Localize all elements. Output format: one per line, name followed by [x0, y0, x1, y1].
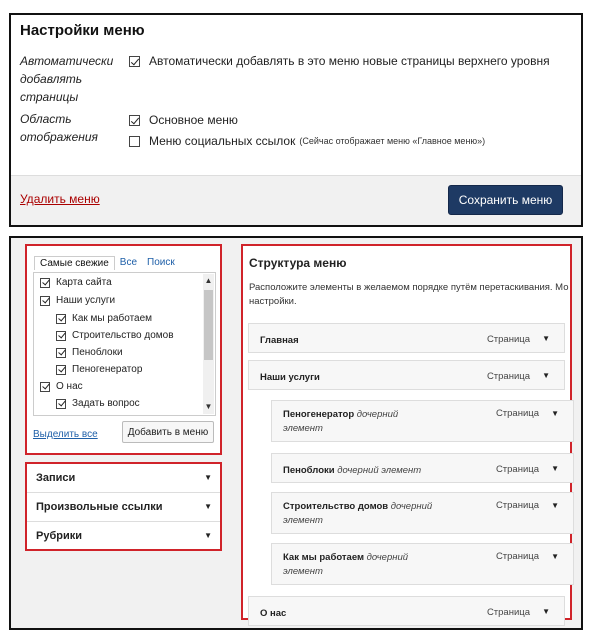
tab-all[interactable]: Все [119, 257, 138, 268]
triangle-down-icon[interactable]: ▼ [542, 334, 550, 343]
list-item[interactable] [56, 398, 140, 409]
select-all-link[interactable]: Выделить все [33, 429, 98, 440]
auto-add-option-label: Автоматически добавлять в это меню новые страницы верхнего уровня [149, 54, 550, 68]
menu-item-title: Пеноблоки дочерний элемент [283, 465, 422, 476]
auto-add-option[interactable] [129, 54, 550, 68]
page-label: Строительство домов [72, 330, 174, 341]
menu-item-stroitelstvo-domov[interactable] [271, 492, 574, 534]
menu-item-type: Страница [495, 500, 539, 511]
display-option-primary[interactable] [129, 113, 238, 127]
list-item[interactable] [40, 277, 112, 288]
page-label: Пеногенератор [72, 364, 143, 375]
page-label: Задать вопрос [72, 398, 140, 409]
list-item[interactable] [56, 364, 142, 375]
menu-item-type: Страница [495, 551, 539, 562]
triangle-down-icon[interactable]: ▼ [551, 501, 559, 510]
page-checkbox[interactable] [56, 314, 66, 324]
menu-settings-panel [9, 13, 583, 227]
triangle-down-icon[interactable]: ▼ [204, 473, 212, 482]
menu-item-penobloki[interactable] [271, 453, 574, 483]
save-menu-button[interactable]: Сохранить меню [448, 185, 563, 215]
settings-title: Настройки меню [20, 22, 145, 39]
social-menu-label: Меню социальных ссылок [149, 134, 296, 148]
menu-item-type: Страница [495, 464, 539, 475]
triangle-down-icon[interactable]: ▼ [204, 531, 212, 540]
tab-search[interactable]: Поиск [147, 257, 175, 268]
menu-structure-title: Структура меню [249, 256, 347, 270]
scroll-down-arrow-icon[interactable]: ▼ [204, 402, 213, 411]
list-item[interactable] [40, 295, 115, 306]
menu-item-kak-my-rabotaem[interactable] [271, 543, 574, 585]
accordion-label: Записи [36, 472, 76, 484]
page-checkbox[interactable] [56, 348, 66, 358]
social-menu-checkbox[interactable] [129, 136, 140, 147]
page-label: Как мы работаем [72, 313, 153, 324]
triangle-down-icon[interactable]: ▼ [551, 409, 559, 418]
tab-most-recent[interactable]: Самые свежие [34, 256, 115, 270]
display-location-label: Область отображения [20, 112, 98, 144]
menu-item-title: Строительство домов дочерний элемент [283, 501, 433, 526]
page-label: Пеноблоки [72, 347, 123, 358]
menu-item-type: Страница [486, 607, 530, 618]
menu-item-type: Страница [486, 334, 530, 345]
delete-menu-link[interactable]: Удалить меню [20, 192, 100, 206]
triangle-down-icon[interactable]: ▼ [551, 464, 559, 473]
menu-item-subtitle: дочерний элемент [283, 501, 433, 526]
list-item[interactable] [56, 347, 123, 358]
menu-item-penogenerator[interactable] [271, 400, 574, 442]
menu-item-type: Страница [486, 371, 530, 382]
page-checkbox[interactable] [56, 331, 66, 341]
pages-scrollbar[interactable] [203, 274, 214, 414]
settings-footer [11, 175, 581, 225]
pages-tabs [34, 256, 180, 270]
menu-item-o-nas[interactable] [248, 596, 565, 626]
menu-structure-box [241, 244, 572, 620]
menu-item-type: Страница [495, 408, 539, 419]
page-checkbox[interactable] [40, 296, 50, 306]
list-item[interactable] [56, 313, 152, 324]
triangle-down-icon[interactable]: ▼ [542, 371, 550, 380]
list-item[interactable] [56, 330, 174, 341]
pages-checklist[interactable] [33, 272, 216, 416]
menu-structure-description: Расположите элементы в желаемом порядке путём перетаскивания. Мо настройки. [249, 282, 569, 307]
menu-item-title: Пеногенератор дочерний элемент [283, 409, 399, 434]
triangle-down-icon[interactable]: ▼ [542, 607, 550, 616]
scroll-thumb[interactable] [204, 290, 213, 360]
accordion-categories[interactable] [27, 522, 220, 551]
page-checkbox[interactable] [40, 278, 50, 288]
primary-menu-label: Основное меню [149, 113, 238, 127]
triangle-down-icon[interactable]: ▼ [204, 502, 212, 511]
page-checkbox[interactable] [40, 382, 50, 392]
item-sources-accordion [25, 462, 222, 551]
menu-item-subtitle: дочерний элемент [337, 465, 422, 476]
page-checkbox[interactable] [56, 399, 66, 409]
accordion-label: Произвольные ссылки [36, 501, 163, 513]
social-menu-note: (Сейчас отображает меню «Главное меню») [299, 136, 486, 146]
menu-item-title: Как мы работаем дочерний элемент [283, 552, 409, 577]
page-label: Наши услуги [56, 295, 116, 306]
auto-add-checkbox[interactable] [129, 56, 140, 67]
list-item[interactable] [40, 381, 83, 392]
accordion-label: Рубрики [36, 530, 82, 542]
menu-item-nashi-uslugi[interactable] [248, 360, 565, 390]
scroll-up-arrow-icon[interactable]: ▲ [204, 276, 213, 285]
menu-item-title: Главная [260, 335, 299, 346]
accordion-posts[interactable] [27, 464, 220, 493]
page-label: О нас [56, 381, 83, 392]
triangle-down-icon[interactable]: ▼ [551, 552, 559, 561]
menu-item-subtitle: дочерний элемент [283, 409, 399, 434]
menu-item-title: Наши услуги [260, 372, 320, 383]
add-to-menu-button[interactable]: Добавить в меню [122, 421, 214, 443]
menu-item-subtitle: дочерний элемент [283, 552, 409, 577]
menu-editor-panel [9, 236, 583, 630]
menu-item-glavnaya[interactable] [248, 323, 565, 353]
page-label: Карта сайта [56, 277, 112, 288]
add-pages-box [25, 244, 222, 455]
primary-menu-checkbox[interactable] [129, 115, 140, 126]
accordion-custom-links[interactable] [27, 493, 220, 522]
page-checkbox[interactable] [56, 365, 66, 375]
display-option-social[interactable] [129, 134, 485, 148]
menu-item-title: О нас [260, 608, 287, 619]
auto-add-label: Автоматически добавлять страницы [20, 54, 114, 104]
